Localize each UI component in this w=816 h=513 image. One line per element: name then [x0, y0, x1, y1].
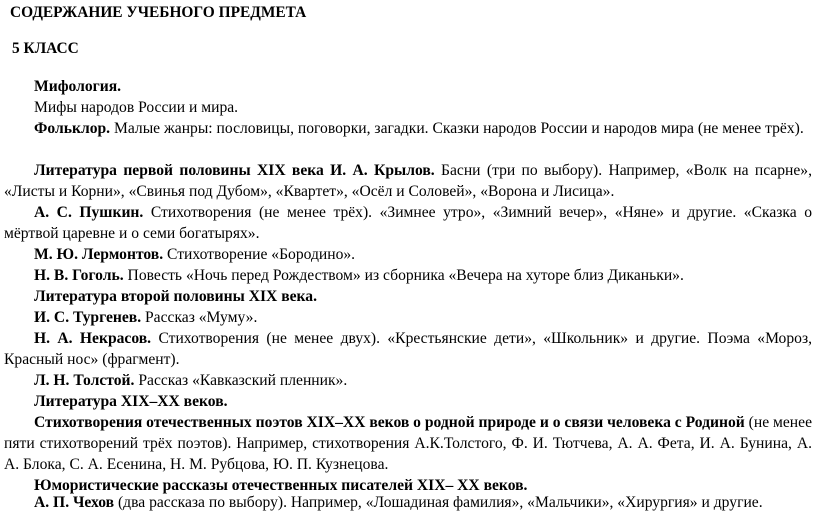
section-title: Н. А. Некрасов. [34, 330, 152, 347]
section-title: И. С. Тургенев. [34, 309, 142, 326]
section-title: Л. Н. Толстой. [34, 372, 135, 389]
section-tolstoy [4, 370, 812, 391]
section-text: Стихотворение «Бородино». [163, 246, 356, 263]
section-krylov [4, 160, 812, 202]
section-turgenev [4, 307, 812, 328]
section-text: (не менее пяти стихотворений трёх поэтов). Например, стихотворения А.К.Толстого, Ф. И. Тютчева, А. А. Фета, И. А. Бунина, А. А. Блока, С. А. Есенина, Н. М. Рубцова, Ю. П. Кузнецова. [4, 414, 812, 473]
section-text: Рассказ «Муму». [141, 309, 258, 326]
section-title: А. С. Пушкин. [34, 204, 144, 221]
section-title: А. П. Чехов [34, 494, 115, 511]
section-poems [4, 412, 812, 475]
section-text: Стихотворения (не менее двух). «Крестьянские дети», «Школьник» и другие. Поэма «Мороз, Красный нос» (фрагмент). [4, 330, 812, 368]
section-title: Литература второй половины XIX века. [34, 288, 317, 305]
section-text: Рассказ «Кавказский пленник». [134, 372, 348, 389]
section-19-20c [4, 391, 812, 412]
section-title: Юмористические рассказы отечественных писателей XIX– XX веков. [34, 477, 528, 494]
section-myths [4, 97, 812, 118]
section-text: Басни (три по выбору). Например, «Волк на псарне», «Листы и Корни», «Свинья под Дубом», «Квартет», «Осёл и Соловей», «Ворона и Лисица». [4, 162, 812, 200]
section-text: Мифы народов России и мира. [34, 99, 239, 116]
section-title: Н. В. Гоголь. [34, 267, 124, 284]
section-title: Стихотворения отечественных поэтов XIX–XX веков о родной природе и о связи человека с Родиной [34, 414, 745, 431]
section-title: Мифология. [34, 78, 122, 95]
section-title: М. Ю. Лермонтов. [34, 246, 164, 263]
section-text: Стихотворения (не менее трёх). «Зимнее утро», «Зимний вечер», «Няне» и другие. «Сказка о мёртвой царевне и о семи богатырях». [4, 204, 812, 242]
section-pushkin [4, 202, 812, 244]
section-text: Повесть «Ночь перед Рождеством» из сборника «Вечера на хуторе близ Диканьки». [123, 267, 684, 284]
section-nekrasov [4, 328, 812, 370]
section-text: (два рассказа по выбору). Например, «Лошадиная фамилия», «Мальчики», «Хирургия» и другие. [114, 494, 763, 511]
section-folklore [4, 118, 812, 139]
grade-heading: 5 КЛАСС [12, 40, 79, 57]
section-text: Малые жанры: пословицы, поговорки, загадки. Сказки народов России и народов мира (не менее трёх). [110, 120, 804, 137]
section-gogol [4, 265, 812, 286]
section-lermontov [4, 244, 812, 265]
section-mythology [4, 76, 812, 97]
section-title: Литература первой половины XIX века И. А. Крылов. [34, 162, 435, 179]
document-title: СОДЕРЖАНИЕ УЧЕБНОГО ПРЕДМЕТА [10, 4, 307, 21]
section-title: Литература XIX–XX веков. [34, 393, 228, 410]
section-second-half-19c [4, 286, 812, 307]
section-title: Фольклор. [34, 120, 111, 137]
